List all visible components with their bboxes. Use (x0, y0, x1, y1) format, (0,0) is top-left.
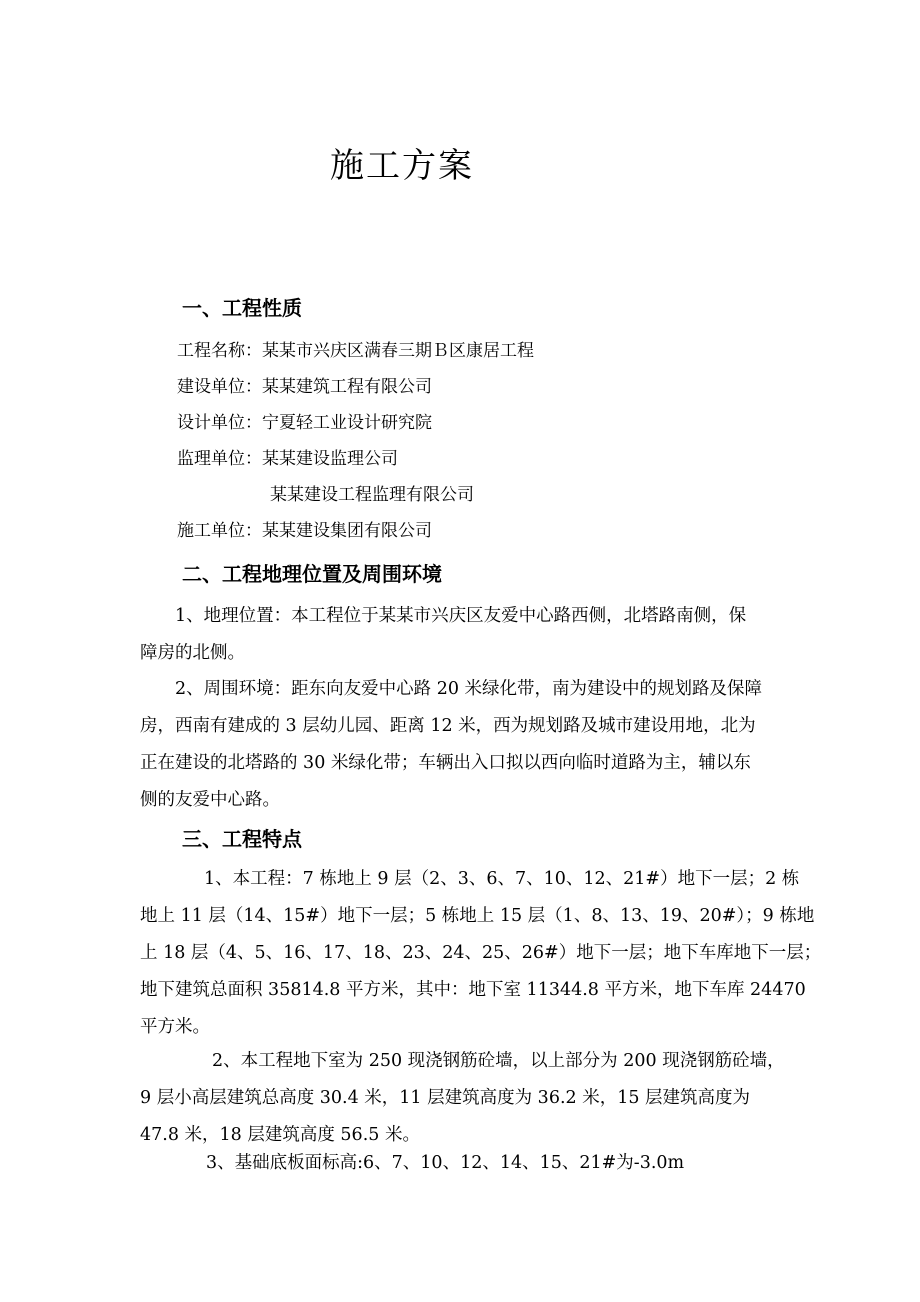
paragraph-line: 平方米。 (140, 1017, 210, 1037)
paragraph-line: 地下建筑总面积 35814.8 平方米，其中：地下室 11344.8 平方米，地下车库 24470 (140, 980, 806, 1000)
paragraph-line: 上 18 层（4、5、16、17、18、23、24、25、26#）地下一层；地下车库地下一层； (140, 943, 822, 963)
features-paragraph-3 (140, 1145, 684, 1182)
section-2-heading: 二、工程地理位置及周围环境 (182, 562, 442, 586)
paragraph-line: 2、周围环境：距东向友爱中心路 20 米绿化带，南为建设中的规划路及保障 (175, 679, 763, 699)
info-label: 工程名称： (177, 341, 262, 361)
paragraph-line: 1、本工程：7 栋地上 9 层（2、3、6、7、10、12、21#）地下一层；2 栋 (204, 869, 800, 889)
info-value: 宁夏轻工业设计研究院 (262, 413, 432, 433)
info-label: 施工单位： (177, 521, 262, 541)
paragraph-line: 房，西南有建成的 3 层幼儿园、距离 12 米，西为规划路及城市建设用地，北为 (140, 716, 756, 736)
paragraph-line: 2、本工程地下室为 250 现浇钢筋砼墙，以上部分为 200 现浇钢筋砼墙， (212, 1051, 785, 1071)
paragraph-line: 47.8 米，18 层建筑高度 56.5 米。 (140, 1125, 420, 1145)
info-row-supervisor (177, 444, 398, 469)
section-3-heading: 三、工程特点 (182, 827, 302, 851)
info-value: 某某建筑工程有限公司 (262, 377, 432, 397)
paragraph-line: 3、基础底板面标高:6、7、10、12、14、15、21#为-3.0m (206, 1153, 685, 1173)
features-paragraph-2 (140, 1043, 785, 1154)
info-row-contractor (177, 516, 432, 541)
info-value: 某某建设集团有限公司 (262, 521, 432, 541)
environment-paragraph (140, 671, 762, 819)
info-value: 某某建设监理公司 (262, 449, 398, 469)
paragraph-line: 9 层小高层建筑总高度 30.4 米，11 层建筑高度为 36.2 米，15 层建筑高度为 (140, 1088, 751, 1108)
info-row-owner (177, 372, 432, 397)
paragraph-line: 正在建设的北塔路的 30 米绿化带；车辆出入口拟以西向临时道路为主，辅以东 (140, 753, 751, 773)
document-title: 施工方案 (330, 146, 474, 186)
section-1-heading: 一、工程性质 (182, 296, 302, 320)
paragraph-line: 地上 11 层（14、15#）地下一层；5 栋地上 15 层（1、8、13、19、20#）；9 栋地 (140, 906, 815, 926)
info-row-project-name (177, 336, 534, 361)
info-value: 某某市兴庆区满春三期Ｂ区康居工程 (262, 341, 534, 361)
features-paragraph-1 (140, 861, 821, 1046)
paragraph-line: 侧的友爱中心路。 (140, 790, 280, 810)
paragraph-line: 障房的北侧。 (140, 643, 245, 663)
info-label: 监理单位： (177, 449, 262, 469)
info-label: 建设单位： (177, 377, 262, 397)
location-paragraph (140, 598, 746, 672)
info-row-designer (177, 408, 432, 433)
paragraph-line: 1、地理位置：本工程位于某某市兴庆区友爱中心路西侧，北塔路南侧，保 (175, 606, 747, 626)
info-label: 设计单位： (177, 413, 262, 433)
info-row-supervisor-2: 某某建设工程监理有限公司 (270, 485, 474, 505)
